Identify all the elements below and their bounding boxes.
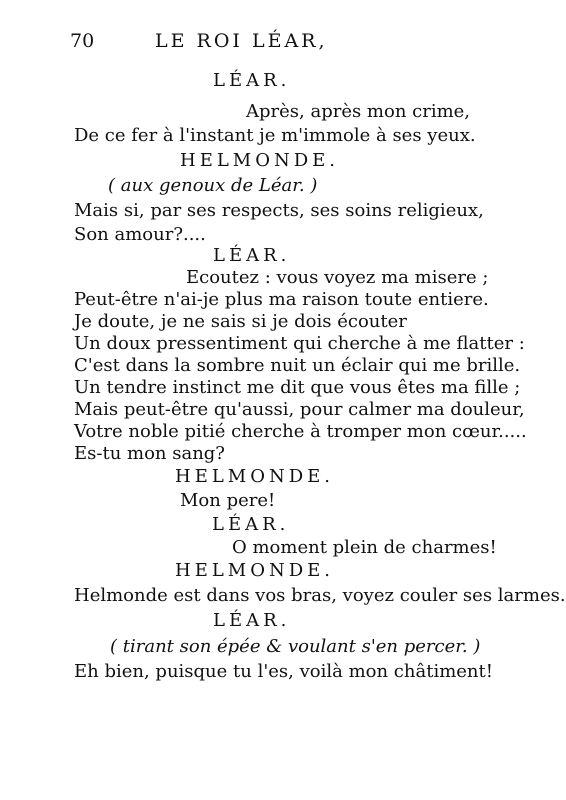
stage-direction: ( aux genoux de Léar. )	[108, 175, 318, 196]
verse-line: Mon pere!	[180, 490, 276, 511]
speaker-name: HELMONDE.	[175, 466, 335, 487]
speaker-name: HELMONDE.	[175, 560, 335, 581]
verse-line: Votre noble pitié cherche à tromper mon cœur.....	[74, 421, 527, 442]
speaker-name: LÉAR.	[212, 514, 290, 535]
speaker-name: LÉAR.	[213, 610, 291, 631]
verse-line: Eh bien, puisque tu l'es, voilà mon châtiment!	[74, 661, 493, 682]
speaker-name: LÉAR.	[213, 70, 291, 91]
verse-line: Mais peut-être qu'aussi, pour calmer ma douleur,	[74, 399, 525, 420]
stage-direction: ( tirant son épée & voulant s'en percer. )	[110, 636, 481, 657]
verse-line: De ce fer à l'instant je m'immole à ses yeux.	[74, 125, 476, 146]
verse-line: Peut-être n'ai-je plus ma raison toute entiere.	[74, 289, 489, 310]
verse-line: Ecoutez : vous voyez ma misere ;	[186, 267, 489, 288]
verse-line: C'est dans la sombre nuit un éclair qui me brille.	[74, 355, 521, 376]
verse-line: Helmonde est dans vos bras, voyez couler ses larmes.	[74, 585, 566, 606]
speaker-name: LÉAR.	[213, 245, 291, 266]
verse-line: Es-tu mon sang?	[74, 443, 225, 464]
verse-line: Un doux pressentiment qui cherche à me flatter :	[74, 333, 525, 354]
verse-line: Après, après mon crime,	[246, 101, 471, 122]
running-title: LE ROI LÉAR,	[155, 30, 328, 52]
verse-line: O moment plein de charmes!	[232, 537, 497, 558]
page-number: 70	[70, 30, 95, 52]
verse-line: Mais si, par ses respects, ses soins religieux,	[74, 200, 484, 221]
verse-line: Son amour?....	[74, 224, 206, 245]
speaker-name: HELMONDE.	[180, 150, 340, 171]
verse-line: Un tendre instinct me dit que vous êtes ma fille ;	[74, 377, 521, 398]
verse-line: Je doute, je ne sais si je dois écouter	[74, 311, 407, 332]
